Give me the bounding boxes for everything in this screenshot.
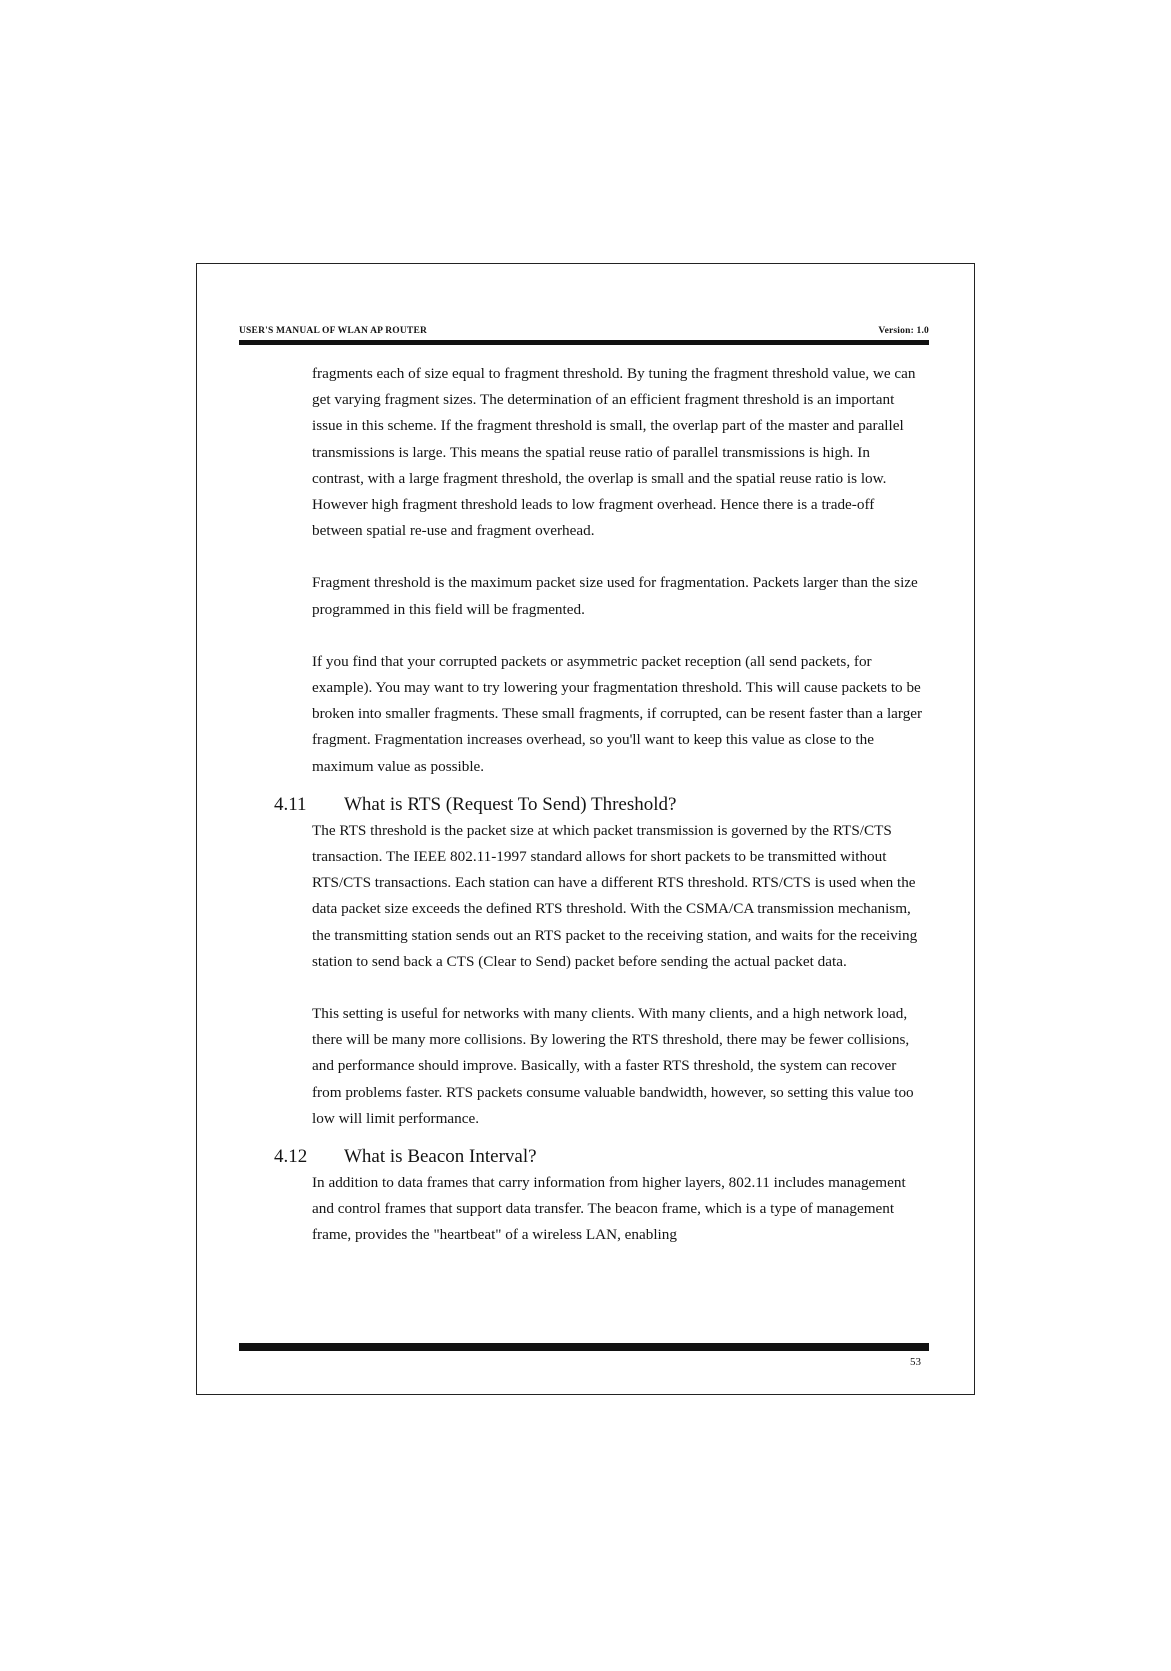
page-content [274, 361, 924, 1275]
version-label: Version: 1.0 [878, 326, 929, 336]
section-title: What is Beacon Interval? [344, 1146, 537, 1168]
section-heading [274, 1144, 924, 1170]
header-divider [239, 340, 929, 345]
section-body [312, 818, 924, 1132]
section-number: 4.11 [274, 793, 307, 815]
section-title: What is RTS (Request To Send) Threshold? [344, 793, 677, 815]
section-4-11 [274, 792, 924, 1132]
page-number: 53 [910, 1356, 921, 1368]
manual-title: USER'S MANUAL OF WLAN AP ROUTER [239, 326, 428, 336]
body-paragraph: This setting is useful for networks with many clients. With many clients, and a high network load, there will be many more collisions. By lowering the RTS threshold, there may be fewer collisions, and performance should improve. Basically, with a faster RTS threshold, the system can recover from problems faster. RTS packets consume valuable bandwidth, however, so setting this value too low will limit performance. [312, 1005, 914, 1127]
body-paragraph: fragments each of size equal to fragment threshold. By tuning the fragment threshold value, we can get varying fragment sizes. The determination of an efficient fragment threshold is an important issue in this scheme. If the fragment threshold is small, the overlap part of the master and parallel transmissions is large. This means the spatial reuse ratio of parallel transmissions is high. In contrast, with a large fragment threshold, the overlap is small and the spatial reuse ratio is low. However high fragment threshold leads to low fragment overhead. Hence there is a trade-off between spatial re-use and fragment overhead. [312, 365, 916, 540]
running-header [239, 326, 929, 340]
body-paragraph: If you find that your corrupted packets or asymmetric packet reception (all send packets, for example). You may want to try lowering your fragmentation threshold. This will cause packets to be broken into smaller fragments. These small fragments, if corrupted, can be resent faster than a larger fragment. Fragmentation increases overhead, so you'll want to keep this value as close to the maximum value as possible. [312, 652, 923, 775]
body-paragraph: The RTS threshold is the packet size at which packet transmission is governed by the RTS/CTS transaction. The IEEE 802.11-1997 standard allows for short packets to be transmitted without RTS/CTS transactions. Each station can have a different RTS threshold. RTS/CTS is used when the data packet size exceeds the defined RTS threshold. With the CSMA/CA transmission mechanism, the transmitting station sends out an RTS packet to the receiving station, and waits for the receiving station to send back a CTS (Clear to Send) packet before sending the actual packet data. [312, 821, 918, 970]
section-body [312, 1170, 924, 1249]
section-4-12 [274, 1144, 924, 1249]
body-paragraph: In addition to data frames that carry information from higher layers, 802.11 includes management and control frames that support data transfer. The beacon frame, which is a type of management frame, provides the "heartbeat" of a wireless LAN, enabling [312, 1174, 906, 1244]
body-paragraph: Fragment threshold is the maximum packet size used for fragmentation. Packets larger than the size programmed in this field will be fragmented. [312, 574, 918, 618]
section-heading [274, 792, 924, 818]
section-number: 4.12 [274, 1146, 308, 1168]
footer-divider [239, 1343, 929, 1351]
